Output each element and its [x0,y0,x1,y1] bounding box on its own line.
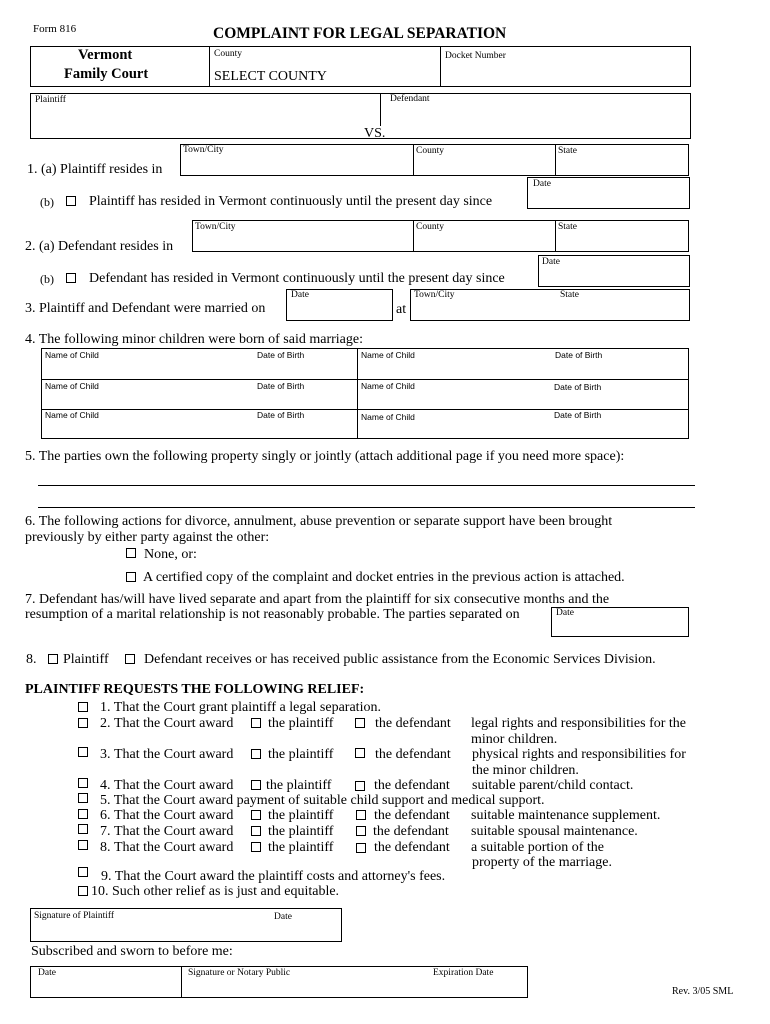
children-table [41,348,689,439]
vs-text: VS. [364,126,386,141]
q1b-marker: (b) [40,195,54,209]
relief-2-defendant-checkbox[interactable] [355,718,365,728]
relief-7-checkbox[interactable] [78,824,88,834]
relief-6-defendant: the defendant [374,808,450,823]
child-name-label[interactable]: Name of Child [45,381,99,391]
relief-7-plaintiff-checkbox[interactable] [251,826,261,836]
town-label: Town/City [195,222,236,232]
relief-7-plaintiff: the plaintiff [268,824,334,839]
relief-8-num: 8. [100,840,111,855]
divider [440,46,441,87]
q3-text: 3. Plaintiff and Defendant were married on [25,301,266,316]
relief-1-checkbox[interactable] [78,702,88,712]
child-name-label[interactable]: Name of Child [361,381,415,391]
q2b-date-input[interactable] [538,255,690,287]
state-label: State [558,146,577,156]
q8-plaintiff-text: Plaintiff [63,652,109,667]
relief-3-desc2: the minor children. [472,763,579,778]
plaintiff-input[interactable] [33,106,376,136]
q1b-checkbox[interactable] [66,196,76,206]
county-label: County [416,146,444,156]
notary-date-label[interactable]: Date [38,968,56,978]
divider [209,46,210,87]
state-label: State [560,290,579,300]
relief-4-defendant: the defendant [374,778,450,793]
relief-9-checkbox[interactable] [78,867,88,877]
relief-3-defendant-checkbox[interactable] [355,748,365,758]
certified-copy-checkbox[interactable] [126,572,136,582]
q5-text: 5. The parties own the following property singly or jointly (attach additional page if you need more space): [25,449,625,464]
divider [380,93,381,126]
q6-line1: 6. The following actions for divorce, annulment, abuse prevention or separate support have been brought [25,514,613,529]
q8-defendant-checkbox[interactable] [125,654,135,664]
relief-4-num: 4. [100,778,111,793]
q4-text: 4. The following minor children were born of said marriage: [25,332,363,347]
relief-2-award: That the Court award [114,716,234,731]
court-line1: Vermont [78,47,133,63]
town-label: Town/City [183,145,224,155]
relief-3-plaintiff: the plaintiff [268,747,334,762]
q8-plaintiff-checkbox[interactable] [48,654,58,664]
relief-3-award: That the Court award [114,747,234,762]
q8-num: 8. [26,652,37,667]
notary-signature-label[interactable]: Signature or Notary Public [188,968,291,978]
relief-2-desc: legal rights and responsibilities for the [471,716,687,731]
county-select[interactable]: SELECT COUNTY [214,69,327,84]
at-text: at [396,302,407,317]
relief-7-award: That the Court award [114,824,234,839]
relief-8-plaintiff: the plaintiff [268,840,334,855]
relief-4-plaintiff: the plaintiff [266,778,332,793]
sworn-text: Subscribed and sworn to before me: [31,944,233,959]
date-label: Date [542,257,560,267]
divider [413,144,414,176]
county-label: County [416,222,444,232]
relief-5-checkbox[interactable] [78,793,88,803]
divider [357,348,358,439]
q8-text: Defendant receives or has received public assistance from the Economic Services Division. [144,652,656,667]
defendant-label: Defendant [390,94,430,104]
relief-3-num: 3. [100,747,111,762]
property-line-1[interactable] [38,485,695,486]
county-label: County [214,49,242,59]
relief-4-award: That the Court award [114,778,234,793]
q1b-text: Plaintiff has resided in Vermont continuously until the present day since [89,194,493,209]
relief-7-desc: suitable spousal maintenance. [471,824,638,839]
date-label: Date [274,912,292,922]
relief-3-checkbox[interactable] [78,747,88,757]
q6-line2: previously by either party against the other: [25,530,270,545]
relief-8-desc2: property of the marriage. [472,855,612,870]
child-dob-label[interactable]: Date of Birth [257,350,305,360]
relief-heading: PLAINTIFF REQUESTS THE FOLLOWING RELIEF: [25,682,365,697]
divider [413,220,414,252]
divider [555,220,556,252]
plaintiff-label: Plaintiff [35,95,66,105]
q2b-marker: (b) [40,272,54,286]
divider [555,144,556,176]
none-checkbox[interactable] [126,548,136,558]
relief-2-num: 2. [100,716,111,731]
date-label: Date [291,290,309,300]
divider [181,966,182,998]
relief-6-plaintiff-checkbox[interactable] [251,810,261,820]
relief-4-defendant-checkbox[interactable] [355,781,365,791]
relief-10-checkbox[interactable] [78,886,88,896]
child-name-label[interactable]: Name of Child [361,350,415,360]
relief-8-defendant-checkbox[interactable] [356,843,366,853]
relief-8-checkbox[interactable] [78,840,88,850]
none-text: None, or: [144,547,197,562]
relief-8-plaintiff-checkbox[interactable] [251,842,261,852]
relief-6-checkbox[interactable] [78,809,88,819]
relief-7-num: 7. [100,824,111,839]
relief-2-desc2: minor children. [471,732,558,747]
relief-8-award: That the Court award [114,840,234,855]
relief-9-text: 9. That the Court award the plaintiff costs and attorney's fees. [101,869,446,884]
q2a-text: 2. (a) Defendant resides in [25,239,174,254]
relief-6-desc: suitable maintenance supplement. [471,808,661,823]
child-dob-label[interactable]: Date of Birth [554,410,602,420]
state-label: State [558,222,577,232]
relief-6-defendant-checkbox[interactable] [356,810,366,820]
signature-label: Signature of Plaintiff [34,911,115,921]
certified-copy-text: A certified copy of the complaint and docket entries in the previous action is attached. [143,570,625,585]
q7-line2: resumption of a marital relationship is not reasonably probable. The parties separated on [25,607,520,622]
relief-6-num: 6. [100,808,111,823]
child-name-label[interactable]: Name of Child [45,350,99,360]
court-line2: Family Court [64,66,149,82]
defendant-input[interactable] [384,106,687,136]
relief-10-text: 10. Such other relief as is just and equitable. [91,884,340,899]
relief-8-desc: a suitable portion of the [471,840,604,855]
form-number: Form 816 [33,23,77,35]
page-title: COMPLAINT FOR LEGAL SEPARATION [213,25,507,42]
relief-4-checkbox[interactable] [78,778,88,788]
relief-2-plaintiff-checkbox[interactable] [251,718,261,728]
q2b-text: Defendant has resided in Vermont continuously until the present day since [89,271,505,286]
relief-2-defendant: the defendant [375,716,451,731]
town-label: Town/City [414,290,455,300]
revision-text: Rev. 3/05 SML [672,986,734,997]
child-dob-label[interactable]: Date of Birth [257,381,305,391]
relief-4-plaintiff-checkbox[interactable] [251,780,261,790]
date-label: Date [556,608,574,618]
relief-3-plaintiff-checkbox[interactable] [251,749,261,759]
child-name-label[interactable]: Name of Child [45,410,99,420]
relief-6-award: That the Court award [114,808,234,823]
docket-label: Docket Number [445,51,506,61]
q2b-checkbox[interactable] [66,273,76,283]
q7-line1: 7. Defendant has/will have lived separate and apart from the plaintiff for six consecutive months and the [25,592,610,607]
relief-5-text: 5. That the Court award payment of suitable child support and medical support. [100,793,545,808]
child-name-label[interactable]: Name of Child [361,412,415,422]
child-dob-label[interactable]: Date of Birth [554,382,602,392]
child-dob-label[interactable]: Date of Birth [257,410,305,420]
relief-2-checkbox[interactable] [78,718,88,728]
relief-1-text: 1. That the Court grant plaintiff a legal separation. [100,700,381,715]
relief-6-plaintiff: the plaintiff [268,808,334,823]
relief-4-desc: suitable parent/child contact. [472,778,634,793]
relief-8-defendant: the defendant [374,840,450,855]
q1a-text: 1. (a) Plaintiff resides in [27,162,163,177]
child-dob-label[interactable]: Date of Birth [555,350,603,360]
relief-2-plaintiff: the plaintiff [268,716,334,731]
date-label: Date [533,179,551,189]
relief-7-defendant-checkbox[interactable] [356,826,366,836]
property-line-2[interactable] [38,507,695,508]
relief-3-defendant: the defendant [375,747,451,762]
divider [41,379,689,380]
q1b-date-input[interactable] [527,177,690,209]
docket-input[interactable] [442,62,688,84]
expiration-date-label[interactable]: Expiration Date [433,968,494,978]
relief-7-defendant: the defendant [373,824,449,839]
relief-3-desc: physical rights and responsibilities for [472,747,686,762]
